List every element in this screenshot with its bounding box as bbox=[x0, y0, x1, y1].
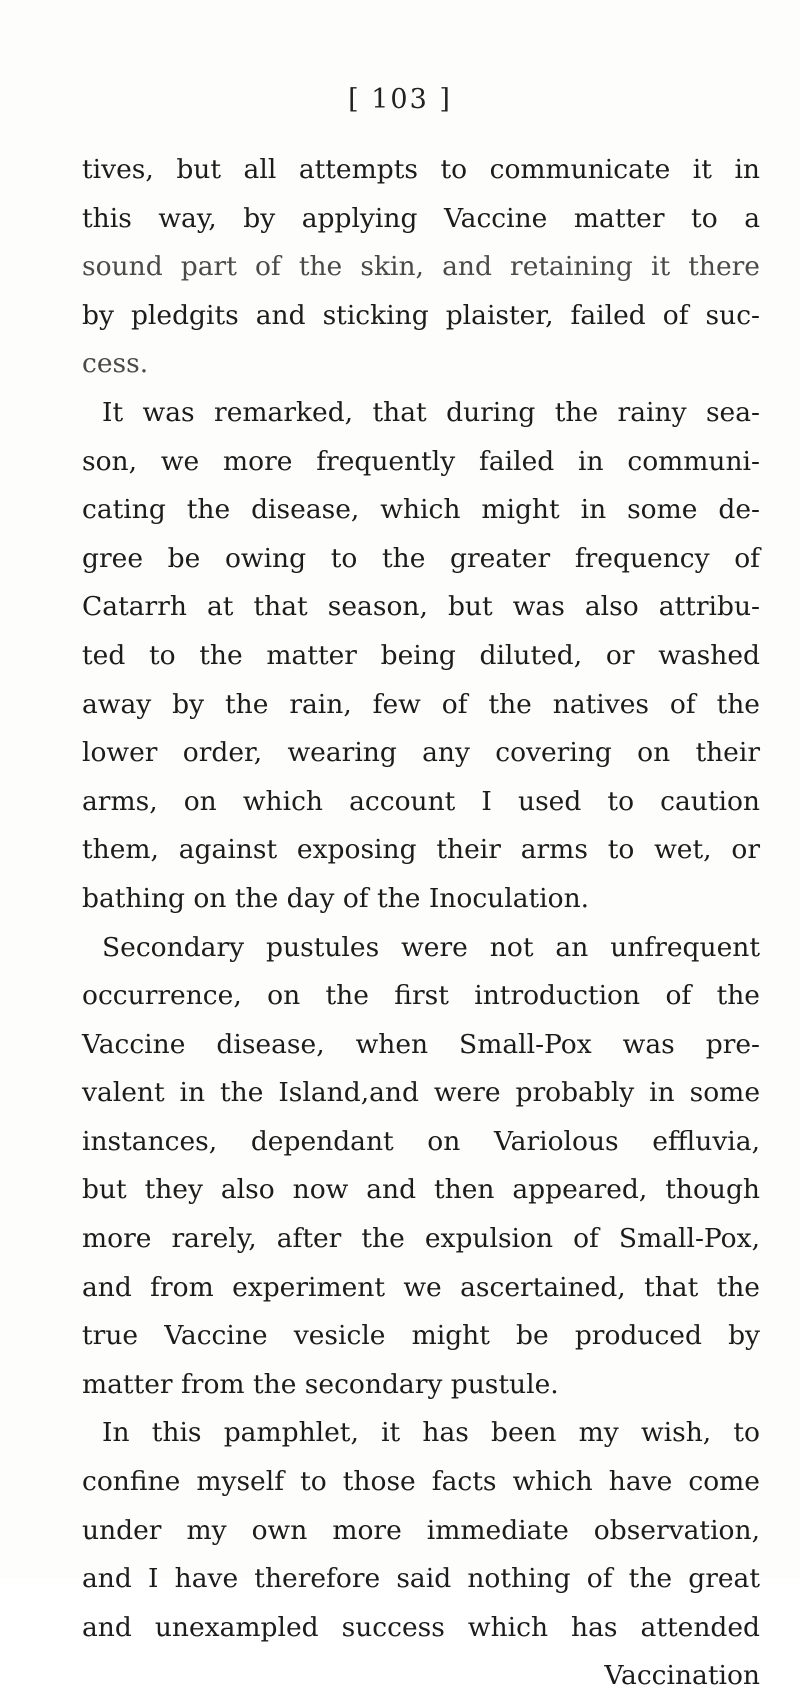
text-line: arms, on which account I used to caution bbox=[82, 785, 760, 817]
page-number: [ 103 ] bbox=[348, 84, 452, 115]
text-line: them, against exposing their arms to wet, or bbox=[82, 834, 760, 866]
text-line: but they also now and then appeared, though bbox=[82, 1174, 760, 1206]
text-line: instances, dependant on Variolous effluvia, bbox=[82, 1125, 760, 1157]
text-line: bathing on the day of the Inoculation. bbox=[82, 882, 590, 914]
paragraph-start-line: It was remarked, that during the rainy sea- bbox=[102, 396, 760, 428]
text-line: occurrence, on the first introduction of the bbox=[82, 980, 760, 1012]
text-line: more rarely, after the expulsion of Small-Pox, bbox=[82, 1223, 760, 1255]
text-line: away by the rain, few of the natives of the bbox=[82, 688, 760, 720]
text-line: confine myself to those facts which have come bbox=[82, 1466, 760, 1498]
text-line: lower order, wearing any covering on their bbox=[82, 737, 760, 769]
text-line: matter from the secondary pustule. bbox=[82, 1368, 559, 1400]
text-line: ted to the matter being diluted, or washed bbox=[82, 639, 760, 671]
text-line: tives, but all attempts to communicate it in bbox=[82, 154, 760, 185]
text-line: son, we more frequently failed in communi- bbox=[82, 445, 760, 477]
text-line: by pledgits and sticking plaister, failed of suc- bbox=[82, 299, 760, 331]
text-line: Catarrh at that season, but was also attribu- bbox=[82, 591, 760, 623]
text-line: cating the disease, which might in some de- bbox=[82, 494, 760, 526]
text-line: Vaccine disease, when Small-Pox was pre- bbox=[82, 1028, 760, 1060]
paragraph-start-line: In this pamphlet, it has been my wish, to bbox=[102, 1417, 760, 1449]
catchword: Vaccination bbox=[604, 1660, 760, 1692]
paragraph-start-line: Secondary pustules were not an unfrequent bbox=[102, 931, 760, 963]
body-text bbox=[82, 146, 760, 1701]
text-line: true Vaccine vesicle might be produced by bbox=[82, 1320, 760, 1352]
text-line: and I have therefore said nothing of the great bbox=[82, 1563, 760, 1595]
text-line: under my own more immediate observation, bbox=[82, 1514, 760, 1546]
text-line: this way, by applying Vaccine matter to a bbox=[82, 202, 760, 234]
text-line: gree be owing to the greater frequency of bbox=[82, 542, 760, 574]
text-line: and from experiment we ascertained, that the bbox=[82, 1271, 760, 1303]
text-line: valent in the Island,and were probably in some bbox=[82, 1077, 760, 1109]
text-line: cess. bbox=[82, 348, 149, 380]
text-line: sound part of the skin, and retaining it there bbox=[82, 251, 760, 283]
text-line: and unexampled success which has attended bbox=[82, 1611, 760, 1643]
